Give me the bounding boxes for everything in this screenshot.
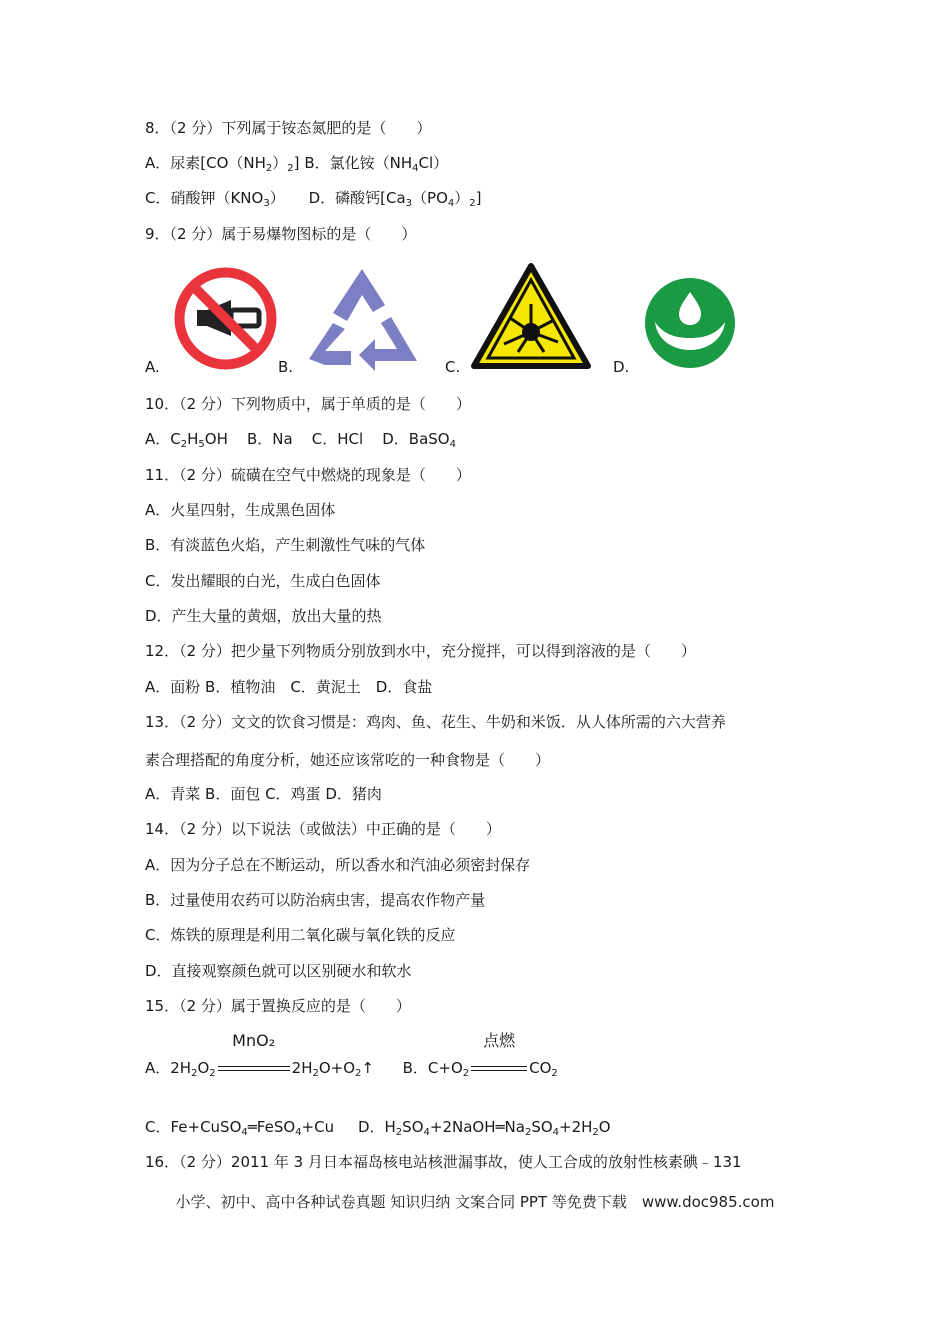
q15-b-arrow: 点燃 [471, 1057, 527, 1077]
q14-stem: 14．（2 分）以下说法（或做法）中正确的是（ ） [145, 820, 501, 838]
q11-option-c: C．发出耀眼的白光，生成白色固体 [145, 572, 381, 590]
q10-stem: 10．（2 分）下列物质中，属于单质的是（ ） [145, 395, 471, 413]
q8-options-ab: A．尿素$[CO(NH_2)_2]$ B．氯化铵$(NH_4Cl)$ [145, 154, 449, 174]
q14-option-d: D．直接观察颜色就可以区别硬水和软水 [145, 962, 412, 980]
green-water-drop-icon [643, 276, 737, 374]
q9-label-d: D. [613, 358, 630, 376]
q15-options-cd: C．Fe+CuSO$_4$═FeSO$_4$+Cu D．$H_2SO_4+2NaOH═Na_2SO_4+2H_2O$ [145, 1118, 611, 1138]
q11-option-b: B．有淡蓝色火焰，产生刺激性气味的气体 [145, 536, 426, 554]
q11-option-a: A．火星四射，生成黑色固体 [145, 501, 336, 519]
recycle-icon [305, 265, 420, 377]
q14-option-a: A．因为分子总在不断运动，所以香水和汽油必须密封保存 [145, 856, 531, 874]
q13-stem-line1: 13．（2 分）文文的饮食习惯是：鸡肉、鱼、花生、牛奶和米饭．从人体所需的六大营养 [145, 713, 726, 731]
q9-label-b: B. [278, 358, 294, 376]
q11-stem: 11．（2 分）硫磺在空气中燃烧的现象是（ ） [145, 466, 471, 484]
q13-stem-line2: 素合理搭配的角度分析，她还应该常吃的一种食物是（ ） [145, 751, 551, 769]
q14-option-c: C．炼铁的原理是利用二氧化碳与氧化铁的反应 [145, 926, 456, 944]
q9-label-c: C. [445, 358, 461, 376]
page-footer: 小学、初中、高中各种试卷真题 知识归纳 文案合同 PPT 等免费下载 www.doc985.com [175, 1193, 775, 1211]
q9-icons [145, 262, 795, 377]
q15-a-arrow: MnO₂ [218, 1057, 290, 1077]
q13-options: A．青菜 B．面包 C．鸡蛋 D．猪肉 [145, 785, 382, 803]
q10-options: A．$C_2H_5OH$ B．Na C．HCl D．BaSO$_4$ [145, 430, 456, 450]
q8-options-cd: C．硝酸钾$(KNO_3)$ D．磷酸钙$[Ca_3(PO_4)_2]$ [145, 189, 482, 209]
q14-option-b: B．过量使用农药可以防治病虫害，提高农作物产量 [145, 891, 486, 909]
q11-option-d: D．产生大量的黄烟，放出大量的热 [145, 607, 382, 625]
q15-stem: 15．（2 分）属于置换反应的是（ ） [145, 997, 411, 1015]
q15-options-ab: A．$2H_2O_2$ MnO₂ $2H_2O+O_2↑$ B．$C+O_2$ 点燃 $CO_2$ [145, 1031, 558, 1079]
q9-stem: 9．（2 分）属于易爆物图标的是（ ） [145, 225, 417, 243]
q8-stem: 8．（2 分）下列属于铵态氮肥的是（ ） [145, 119, 432, 137]
q9-label-a: A. [145, 358, 160, 376]
explosive-warning-icon [470, 262, 592, 376]
q12-stem: 12．（2 分）把少量下列物质分别放到水中，充分搅拌，可以得到溶液的是（ ） [145, 642, 696, 660]
no-horn-icon [173, 266, 278, 375]
q12-options: A．面粉 B．植物油 C．黄泥土 D．食盐 [145, 678, 433, 696]
q16-stem: 16．（2 分）2011 年 3 月日本福岛核电站核泄漏事故，使人工合成的放射性核素碘﹣131 [145, 1153, 742, 1171]
